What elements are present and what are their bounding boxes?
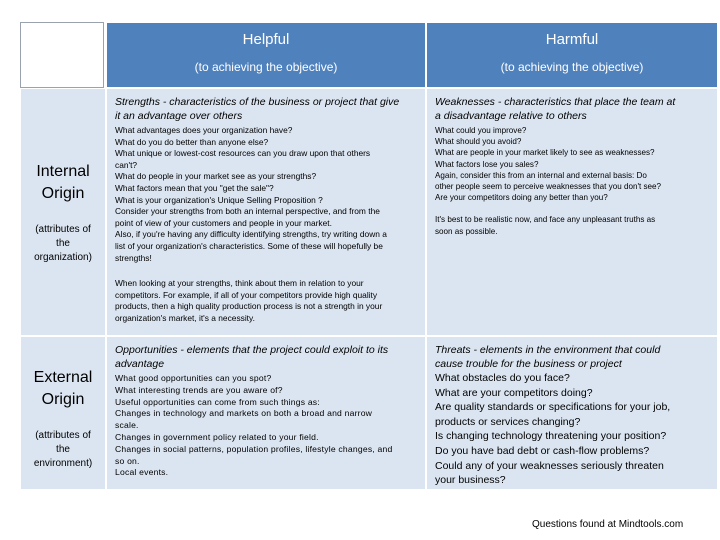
strengths-heading-line2: it an advantage over others (115, 110, 243, 122)
strengths-line: Also, if you're having any difficulty identifying strengths, try writing down a (115, 229, 387, 240)
threats-line: your business? (435, 474, 506, 487)
strengths-line: can't? (115, 159, 138, 170)
source-credit: Questions found at Mindtools.com (532, 519, 684, 530)
external-title-line1: External (33, 369, 93, 386)
opportunities-line: What good opportunities can you spot? (115, 373, 272, 383)
strengths-cell (106, 88, 426, 336)
strengths-line: What advantages does your organization have? (115, 125, 293, 135)
helpful-header (106, 22, 426, 88)
threats-list (435, 371, 709, 488)
weaknesses-line: Are your competitors doing any better than you? (435, 193, 608, 203)
external-sub-line3: environment) (33, 458, 93, 469)
opportunities-line: Changes in government policy related to your field. (115, 431, 319, 442)
strengths-line: organization's market, it's a necessity. (115, 312, 255, 323)
strengths-line: strengths! (115, 252, 152, 263)
strengths-line: When looking at your strengths, think about them in relation to your (115, 278, 364, 289)
threats-line: Are quality standards or specifications for your job, (435, 401, 671, 414)
weaknesses-line: It's best to be realistic now, and face any unpleasant truths as (435, 215, 656, 225)
strengths-line: What is your organization's Unique Selling Proposition ? (115, 194, 323, 205)
external-sub-line1: (attributes of (35, 430, 91, 441)
threats-line: What obstacles do you face? (435, 372, 570, 384)
opportunities-heading-line1: Opportunities - elements that the project could exploit to its (115, 344, 389, 356)
threats-line: products or services changing? (435, 415, 581, 428)
internal-sub-line1: (attributes of (35, 224, 91, 235)
weaknesses-cell (426, 88, 718, 336)
opportunities-line: Useful opportunities can come from such things as: (115, 396, 320, 407)
threats-heading-line1: Threats - elements in the environment that could (435, 344, 661, 356)
internal-title-line1: Internal (36, 163, 90, 180)
opportunities-heading-line2: advantage (115, 358, 165, 370)
strengths-line: What do you do better than anyone else? (115, 136, 269, 147)
strengths-list (115, 125, 417, 264)
weaknesses-list (435, 125, 709, 203)
opportunities-cell (106, 336, 426, 490)
threats-cell (426, 336, 718, 490)
external-title-line2: Origin (41, 391, 85, 408)
weaknesses-heading-line2: a disadvantage relative to others (435, 110, 587, 122)
threats-line: Could any of your weaknesses seriously threaten (435, 459, 664, 472)
opportunities-list (115, 373, 417, 479)
weaknesses-list-2 (435, 214, 709, 236)
weaknesses-line: What could you improve? (435, 126, 527, 135)
weaknesses-line: What are people in your market likely to see as weaknesses? (435, 148, 655, 158)
weaknesses-heading (435, 95, 709, 123)
external-origin-label (20, 336, 106, 490)
internal-title-line2: Origin (41, 185, 85, 202)
helpful-title: Helpful (242, 31, 290, 48)
strengths-line: What unique or lowest-cost resources can you draw upon that others (115, 148, 371, 159)
threats-line: Is changing technology threatening your position? (435, 430, 667, 443)
opportunities-line: Changes in technology and markets on both a broad and narrow (115, 408, 373, 419)
external-sub-line2: the (56, 444, 70, 455)
strengths-line: products, then a high quality production process is not a strength in your (115, 301, 383, 312)
internal-origin-label (20, 88, 106, 336)
threats-heading-line2: cause trouble for the business or project (435, 358, 622, 370)
opportunities-heading (115, 343, 417, 371)
threats-heading (435, 343, 709, 371)
helpful-subtitle: (to achieving the objective) (194, 60, 338, 74)
strengths-line: Consider your strengths from both an internal perspective, and from the (115, 206, 380, 217)
harmful-title: Harmful (545, 31, 599, 48)
strengths-line: list of your organization's characteristics. Some of these will hopefully be (115, 240, 383, 251)
opportunities-line: Local events. (115, 467, 169, 478)
harmful-subtitle: (to achieving the objective) (500, 60, 644, 74)
weaknesses-line: other people seem to perceive weaknesses that you don't see? (435, 182, 662, 192)
strengths-heading (115, 95, 417, 123)
strengths-line: What factors mean that you "get the sale"? (115, 182, 274, 193)
strengths-line: competitors. For example, if all of your competitors provide high quality (115, 289, 378, 300)
weaknesses-line: soon as possible. (435, 226, 498, 236)
opportunities-line: What interesting trends are you aware of? (115, 384, 283, 395)
internal-sub-line2: the (56, 238, 70, 249)
internal-sub-line3: organization) (34, 252, 92, 263)
weaknesses-line: What should you avoid? (435, 137, 522, 147)
opportunities-line: so on. (115, 455, 140, 466)
opportunities-line: scale. (115, 420, 139, 431)
strengths-list-2 (115, 278, 417, 324)
harmful-header (426, 22, 718, 88)
weaknesses-line: Again, consider this from an internal and external basis: Do (435, 170, 647, 180)
strengths-line: What do people in your market see as your strengths? (115, 171, 317, 182)
strengths-heading-line1: Strengths - characteristics of the business or project that give (115, 96, 400, 108)
threats-line: What are your competitors doing? (435, 386, 593, 399)
opportunities-line: Changes in social patterns, population profiles, lifestyle changes, and (115, 443, 393, 454)
weaknesses-heading-line1: Weaknesses - characteristics that place the team at (435, 96, 676, 108)
corner-blank-cell (20, 22, 104, 88)
weaknesses-line: What factors lose you sales? (435, 159, 539, 169)
threats-line: Do you have bad debt or cash-flow problems? (435, 444, 650, 457)
strengths-line: point of view of your customers and people in your market. (115, 217, 332, 228)
